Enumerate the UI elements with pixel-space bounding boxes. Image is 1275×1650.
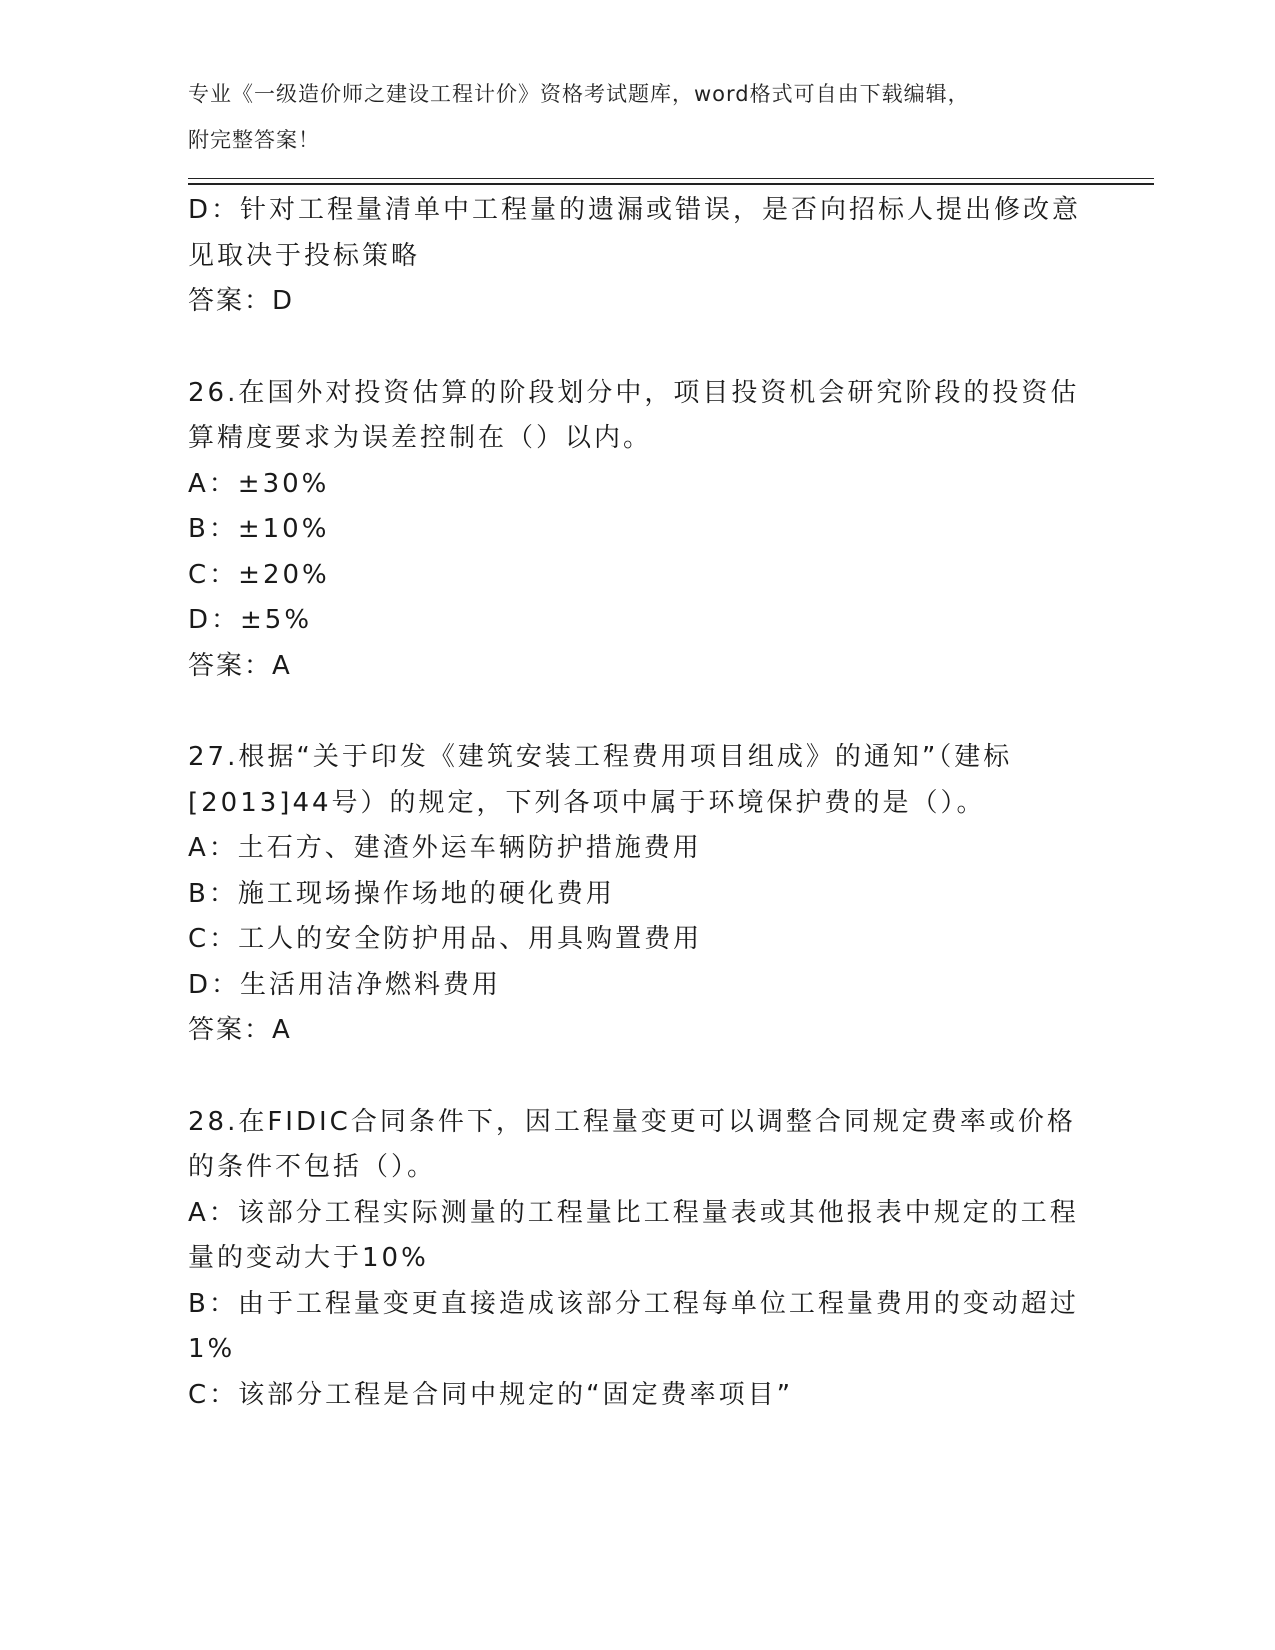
q28-option-a-line-1: A：该部分工程实际测量的工程量比工程量表或其他报表中规定的工程 bbox=[188, 1197, 1079, 1228]
header-rule-thick bbox=[188, 183, 1154, 185]
question-content bbox=[188, 188, 1088, 1418]
q26-stem-line-2: 算精度要求为误差控制在（）以内。 bbox=[188, 423, 653, 453]
q26-option-d: D：±5% bbox=[188, 605, 313, 635]
header-rule-thin bbox=[188, 178, 1154, 179]
q26-option-c: C：±20% bbox=[188, 559, 330, 590]
q28-stem-line-1: 28.在FIDIC合同条件下，因工程量变更可以调整合同规定费率或价格 bbox=[188, 1106, 1076, 1137]
q28-option-b-line-2: 1% bbox=[188, 1334, 236, 1364]
q28-option-c: C：该部分工程是合同中规定的“固定费率项目” bbox=[188, 1379, 794, 1410]
question-27-block bbox=[188, 735, 1088, 1054]
q26-option-a: A：±30% bbox=[188, 468, 330, 499]
header-line-1: 专业《一级造价师之建设工程计价》资格考试题库，word格式可自由下载编辑， bbox=[188, 82, 970, 106]
document-header bbox=[188, 72, 1088, 163]
question-28-block bbox=[188, 1100, 1088, 1419]
spacer bbox=[188, 1054, 1088, 1100]
question-26-block bbox=[188, 371, 1088, 690]
q26-option-b: B：±10% bbox=[188, 514, 330, 544]
spacer bbox=[188, 325, 1088, 371]
q27-stem-line-1: 27.根据“关于印发《建筑安装工程费用项目组成》的通知”（建标 bbox=[188, 742, 1013, 772]
q28-option-b-line-1: B：由于工程量变更直接造成该部分工程每单位工程量费用的变动超过 bbox=[188, 1288, 1079, 1319]
q25-answer: 答案：D bbox=[188, 286, 295, 316]
q27-option-d: D：生活用洁净燃料费用 bbox=[188, 969, 502, 1000]
spacer bbox=[188, 689, 1088, 735]
q27-option-b: B：施工现场操作场地的硬化费用 bbox=[188, 878, 615, 909]
q27-option-c: C：工人的安全防护用品、用具购置费用 bbox=[188, 924, 703, 954]
q26-answer: 答案：A bbox=[188, 650, 292, 681]
q28-option-a-line-2: 量的变动大于10% bbox=[188, 1243, 429, 1273]
q25-option-d-line-2: 见取决于投标策略 bbox=[188, 240, 421, 271]
q27-answer: 答案：A bbox=[188, 1015, 292, 1045]
q28-stem-line-2: 的条件不包括（）。 bbox=[188, 1152, 437, 1182]
q25-option-d-line-1: D：针对工程量清单中工程量的遗漏或错误，是否向招标人提出修改意 bbox=[188, 195, 1082, 225]
q27-option-a: A：土石方、建渣外运车辆防护措施费用 bbox=[188, 833, 702, 863]
q27-stem-line-2: [2013]44号）的规定，下列各项中属于环境保护费的是（）。 bbox=[188, 787, 986, 818]
question-25-block bbox=[188, 188, 1088, 325]
header-line-2: 附完整答案！ bbox=[188, 127, 320, 152]
q26-stem-line-1: 26.在国外对投资估算的阶段划分中，项目投资机会研究阶段的投资估 bbox=[188, 377, 1080, 408]
